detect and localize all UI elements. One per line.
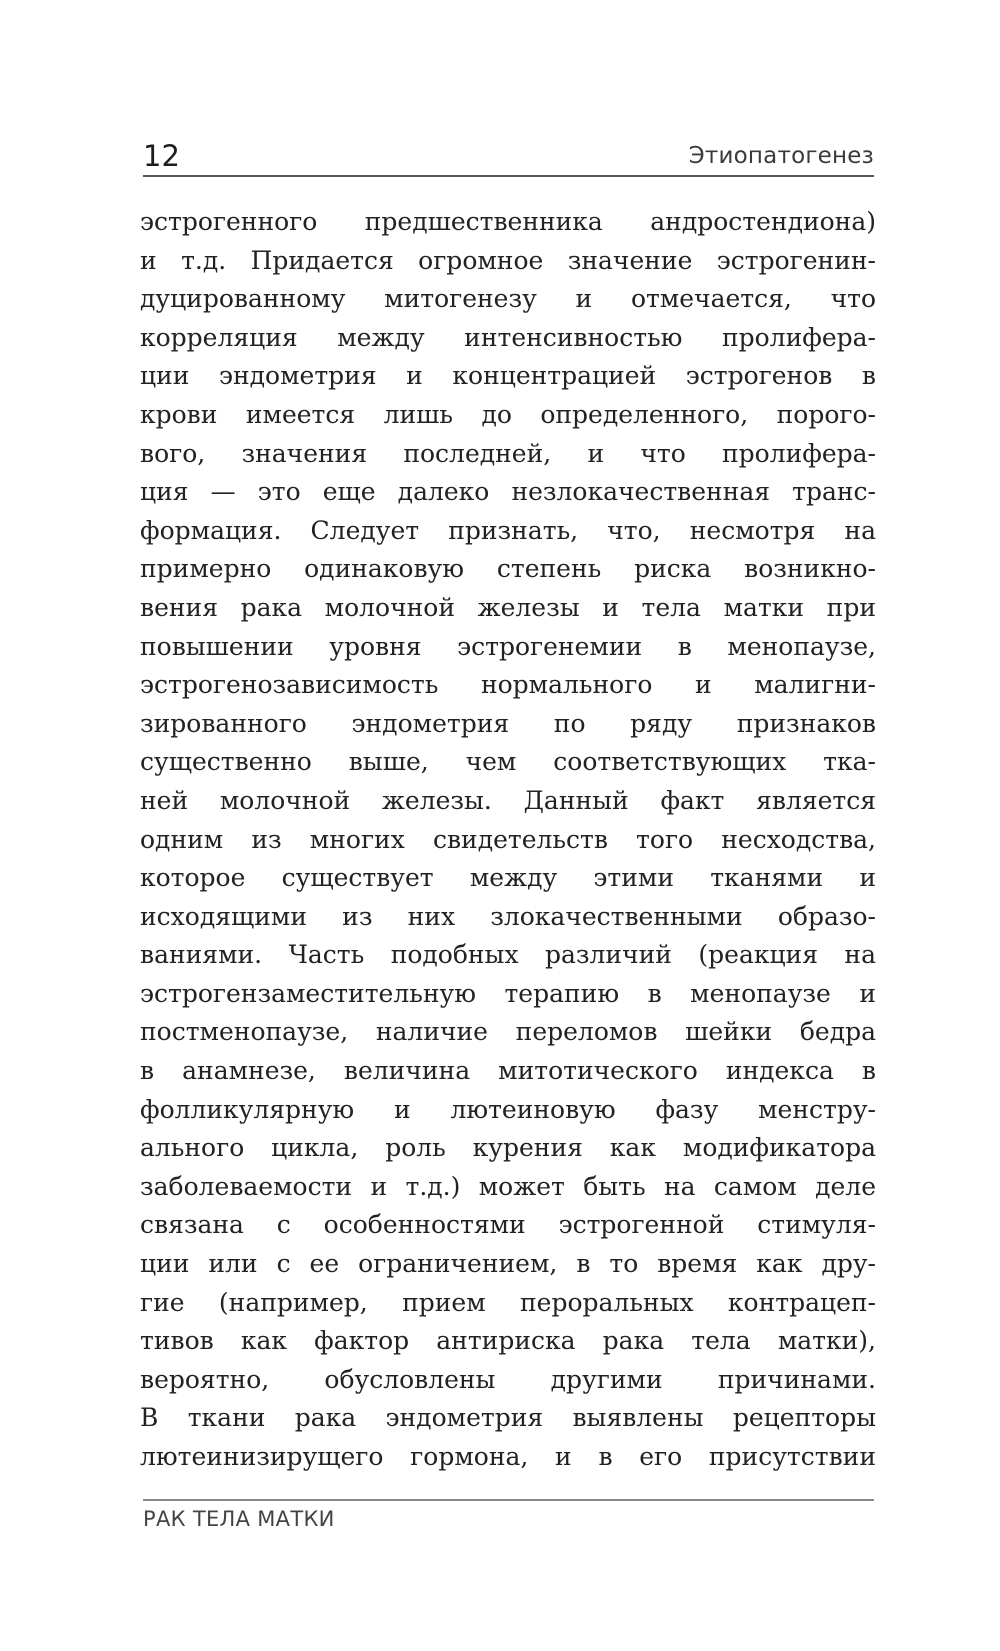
text-line: эстрогенного предшественника андростендиона)	[140, 207, 876, 236]
page-header	[143, 138, 874, 174]
text-line: фолликулярную и лютеиновую фазу менстру-	[140, 1094, 876, 1124]
text-line: ней молочной железы. Данный факт является	[140, 785, 876, 815]
header-rule	[143, 175, 874, 177]
text-line: вого, значения последней, и что пролифера-	[140, 438, 876, 468]
text-line: тивов как фактор антириска рака тела матки),	[140, 1326, 876, 1356]
text-line: вероятно, обусловлены другими причинами.	[140, 1364, 876, 1394]
text-line: эстрогензаместительную терапию в менопаузе и	[140, 978, 876, 1008]
text-line: одним из многих свидетельств того несходства,	[140, 824, 876, 854]
text-line: зированного эндометрия по ряду признаков	[140, 708, 876, 738]
text-line: и т.д. Придается огромное значение эстрогенин-	[140, 245, 876, 275]
running-title: Этиопатогенез	[688, 143, 874, 169]
text-line: в анамнезе, величина митотического индекса в	[140, 1056, 876, 1086]
text-line: лютеинизирущего гормона, и в его присутствии	[140, 1442, 876, 1471]
text-line: заболеваемости и т.д.) может быть на самом деле	[140, 1171, 876, 1201]
text-line: ваниями. Часть подобных различий (реакция на	[140, 940, 876, 970]
footer-rule	[143, 1499, 874, 1501]
text-line: существенно выше, чем соответствующих тка-	[140, 747, 876, 777]
text-line: вения рака молочной железы и тела матки при	[140, 592, 876, 622]
text-line: примерно одинаковую степень риска возникно-	[140, 554, 876, 584]
page-number: 12	[143, 139, 180, 173]
text-line: дуцированному митогенезу и отмечается, что	[140, 284, 876, 314]
text-line: которое существует между этими тканями и	[140, 863, 876, 893]
text-line: исходящими из них злокачественными образо-	[140, 901, 876, 931]
text-line: ции эндометрия и концентрацией эстрогенов в	[140, 361, 876, 391]
text-line: эстрогенозависимость нормального и малигни-	[140, 670, 876, 700]
body-text	[140, 203, 876, 1477]
text-line: крови имеется лишь до определенного, порого-	[140, 399, 876, 429]
text-line: гие (например, прием пероральных контрацеп-	[140, 1287, 876, 1317]
text-line: ального цикла, роль курения как модификатора	[140, 1133, 876, 1163]
text-line: ции или с ее ограничением, в то время как дру-	[140, 1249, 876, 1279]
text-line: связана с особенностями эстрогенной стимуля-	[140, 1210, 876, 1240]
text-line: повышении уровня эстрогенемии в менопаузе,	[140, 631, 876, 661]
text-line: В ткани рака эндометрия выявлены рецепторы	[140, 1403, 876, 1433]
text-line: постменопаузе, наличие переломов шейки бедра	[140, 1017, 876, 1047]
text-line: формация. Следует признать, что, несмотря на	[140, 515, 876, 545]
footer-book-title: РАК ТЕЛА МАТКИ	[143, 1507, 335, 1531]
text-line: ция — это еще далеко незлокачественная транс-	[140, 477, 876, 507]
text-line: корреляция между интенсивностью пролифера-	[140, 322, 876, 352]
